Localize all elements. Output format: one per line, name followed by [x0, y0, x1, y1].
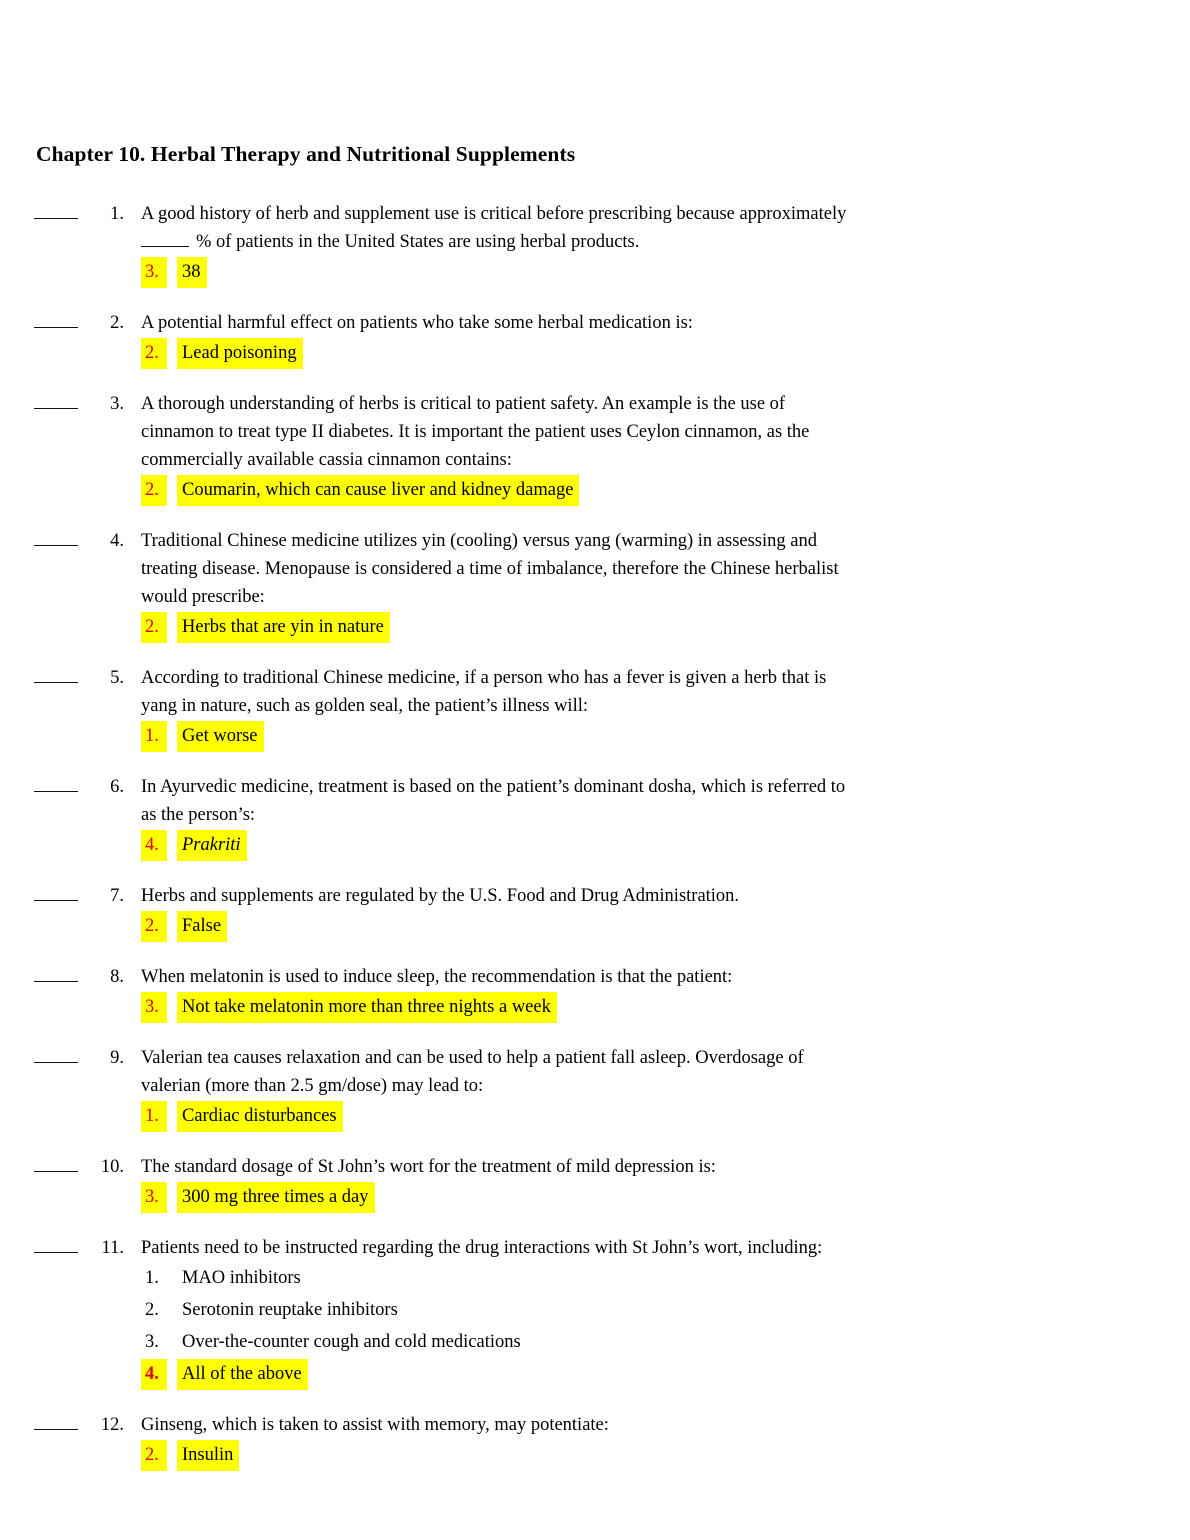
- question-text-line: valerian (more than 2.5 gm/dose) may lead to:: [141, 1076, 484, 1096]
- question-text-line: as the person’s:: [141, 805, 256, 825]
- choice-text: Serotonin reuptake inhibitors: [182, 1300, 398, 1320]
- choice-row: [141, 1295, 1150, 1326]
- answer-row: [141, 257, 1150, 288]
- choice-number: 2.: [145, 1300, 159, 1320]
- question-text-line: yang in nature, such as golden seal, the patient’s illness will:: [141, 696, 588, 716]
- question-2: [34, 309, 1150, 369]
- question-number: 9.: [110, 1048, 124, 1068]
- question-4: [34, 527, 1150, 643]
- question-text-line: cinnamon to treat type II diabetes. It is important the patient uses Ceylon cinnamon, as the: [141, 422, 810, 442]
- question-body: [141, 1153, 1150, 1213]
- question-number: 1.: [110, 204, 124, 224]
- question-text-line: A good history of herb and supplement use is critical before prescribing because approximately: [141, 204, 847, 224]
- answer-number: 1.: [141, 1101, 167, 1132]
- question-text-line: Ginseng, which is taken to assist with memory, may potentiate:: [141, 1415, 609, 1435]
- answer-number: 2.: [141, 1440, 167, 1471]
- answer-text: Lead poisoning: [177, 338, 303, 369]
- answer-blank-line: [34, 1062, 78, 1063]
- answer-text: Get worse: [177, 721, 264, 752]
- question-12: [34, 1411, 1150, 1471]
- answer-number: 3.: [141, 1182, 167, 1213]
- question-body: [141, 963, 1150, 1023]
- question-text-after-blank: % of patients in the United States are using herbal products.: [196, 232, 640, 252]
- answer-row: [141, 612, 1150, 643]
- question-text-line: A thorough understanding of herbs is critical to patient safety. An example is the use of: [141, 394, 786, 414]
- answer-text: Herbs that are yin in nature: [177, 612, 390, 643]
- answer-text: Prakriti: [177, 830, 247, 861]
- answer-text: Not take melatonin more than three nights a week: [177, 992, 557, 1023]
- answer-row: [141, 338, 1150, 369]
- answer-row: [141, 475, 1150, 506]
- answer-blank-line: [34, 1171, 78, 1172]
- question-number: 2.: [110, 313, 124, 333]
- question-body: [141, 1411, 1150, 1471]
- choice-text: MAO inhibitors: [182, 1268, 301, 1288]
- question-text-line: Valerian tea causes relaxation and can be used to help a patient fall asleep. Overdosage of: [141, 1048, 804, 1068]
- question-body: [141, 1044, 1150, 1132]
- question-text-line: According to traditional Chinese medicine, if a person who has a fever is given a herb that is: [141, 668, 827, 688]
- answer-blank-line: [34, 545, 78, 546]
- answer-text: Coumarin, which can cause liver and kidney damage: [177, 475, 579, 506]
- question-text-line: would prescribe:: [141, 587, 265, 607]
- answer-blank-line: [34, 981, 78, 982]
- answer-blank-line: [34, 900, 78, 901]
- question-body: [141, 773, 1150, 861]
- answer-row: [141, 1101, 1150, 1132]
- question-body: [141, 664, 1150, 752]
- question-body: [141, 882, 1150, 942]
- question-1: [34, 200, 1150, 288]
- question-11: [34, 1234, 1150, 1390]
- answer-text: 38: [177, 257, 207, 288]
- question-text-line: The standard dosage of St John’s wort for the treatment of mild depression is:: [141, 1157, 716, 1177]
- question-3: [34, 390, 1150, 506]
- answer-blank-line: [34, 1429, 78, 1430]
- answer-text: All of the above: [177, 1359, 308, 1390]
- question-8: [34, 963, 1150, 1023]
- question-7: [34, 882, 1150, 942]
- question-number: 7.: [110, 886, 124, 906]
- answer-blank-line: [34, 682, 78, 683]
- question-number: 3.: [110, 394, 124, 414]
- answer-number: 2.: [141, 911, 167, 942]
- answer-number: 4.: [141, 830, 167, 861]
- question-text-line: When melatonin is used to induce sleep, the recommendation is that the patient:: [141, 967, 733, 987]
- answer-number: 4.: [141, 1359, 167, 1390]
- answer-row: [141, 721, 1150, 752]
- choice-number: 3.: [145, 1332, 159, 1352]
- question-number: 8.: [110, 967, 124, 987]
- answer-row: [141, 1182, 1150, 1213]
- question-text-line: Patients need to be instructed regarding the drug interactions with St John’s wort, including:: [141, 1238, 823, 1258]
- answer-number: 3.: [141, 992, 167, 1023]
- choice-row: [141, 1327, 1150, 1358]
- question-text-line: In Ayurvedic medicine, treatment is based on the patient’s dominant dosha, which is referred to: [141, 777, 846, 797]
- answer-blank-line: [34, 218, 78, 219]
- question-text-line: Traditional Chinese medicine utilizes yin (cooling) versus yang (warming) in assessing and: [141, 531, 817, 551]
- question-number: 11.: [101, 1238, 124, 1258]
- answer-row: [141, 992, 1150, 1023]
- answer-text: Cardiac disturbances: [177, 1101, 343, 1132]
- answer-blank-line: [34, 327, 78, 328]
- answer-blank-line: [34, 1252, 78, 1253]
- question-number: 12.: [100, 1415, 124, 1435]
- question-number: 5.: [110, 668, 124, 688]
- answer-number: 2.: [141, 338, 167, 369]
- answer-row: [141, 1359, 1150, 1390]
- answer-number: 1.: [141, 721, 167, 752]
- question-text-line: A potential harmful effect on patients who take some herbal medication is:: [141, 313, 693, 333]
- answer-text: False: [177, 911, 227, 942]
- question-number: 10.: [100, 1157, 124, 1177]
- question-body: [141, 200, 1150, 288]
- question-9: [34, 1044, 1150, 1132]
- answer-number: 3.: [141, 257, 167, 288]
- choice-text: Over-the-counter cough and cold medications: [182, 1332, 521, 1352]
- question-text-line: treating disease. Menopause is considered a time of imbalance, therefore the Chinese herbalist: [141, 559, 839, 579]
- answer-number: 2.: [141, 475, 167, 506]
- question-text-line: [141, 228, 1150, 256]
- choice-row: [141, 1263, 1150, 1294]
- fill-in-blank: [141, 245, 189, 247]
- page-title: Chapter 10. Herbal Therapy and Nutritional Supplements: [36, 142, 576, 166]
- answer-blank-line: [34, 408, 78, 409]
- question-5: [34, 664, 1150, 752]
- question-text-line: commercially available cassia cinnamon contains:: [141, 450, 512, 470]
- question-number: 4.: [110, 531, 124, 551]
- choice-number: 1.: [145, 1268, 159, 1288]
- question-number: 6.: [110, 777, 124, 797]
- answer-row: [141, 911, 1150, 942]
- question-text-line: Herbs and supplements are regulated by the U.S. Food and Drug Administration.: [141, 886, 740, 906]
- answer-blank-line: [34, 791, 78, 792]
- question-body: [141, 527, 1150, 643]
- answer-text: 300 mg three times a day: [177, 1182, 375, 1213]
- question-body: [141, 1234, 1150, 1390]
- answer-row: [141, 1440, 1150, 1471]
- question-6: [34, 773, 1150, 861]
- answer-text: Insulin: [177, 1440, 239, 1471]
- question-body: [141, 390, 1150, 506]
- answer-row: [141, 830, 1150, 861]
- answer-number: 2.: [141, 612, 167, 643]
- question-10: [34, 1153, 1150, 1213]
- question-body: [141, 309, 1150, 369]
